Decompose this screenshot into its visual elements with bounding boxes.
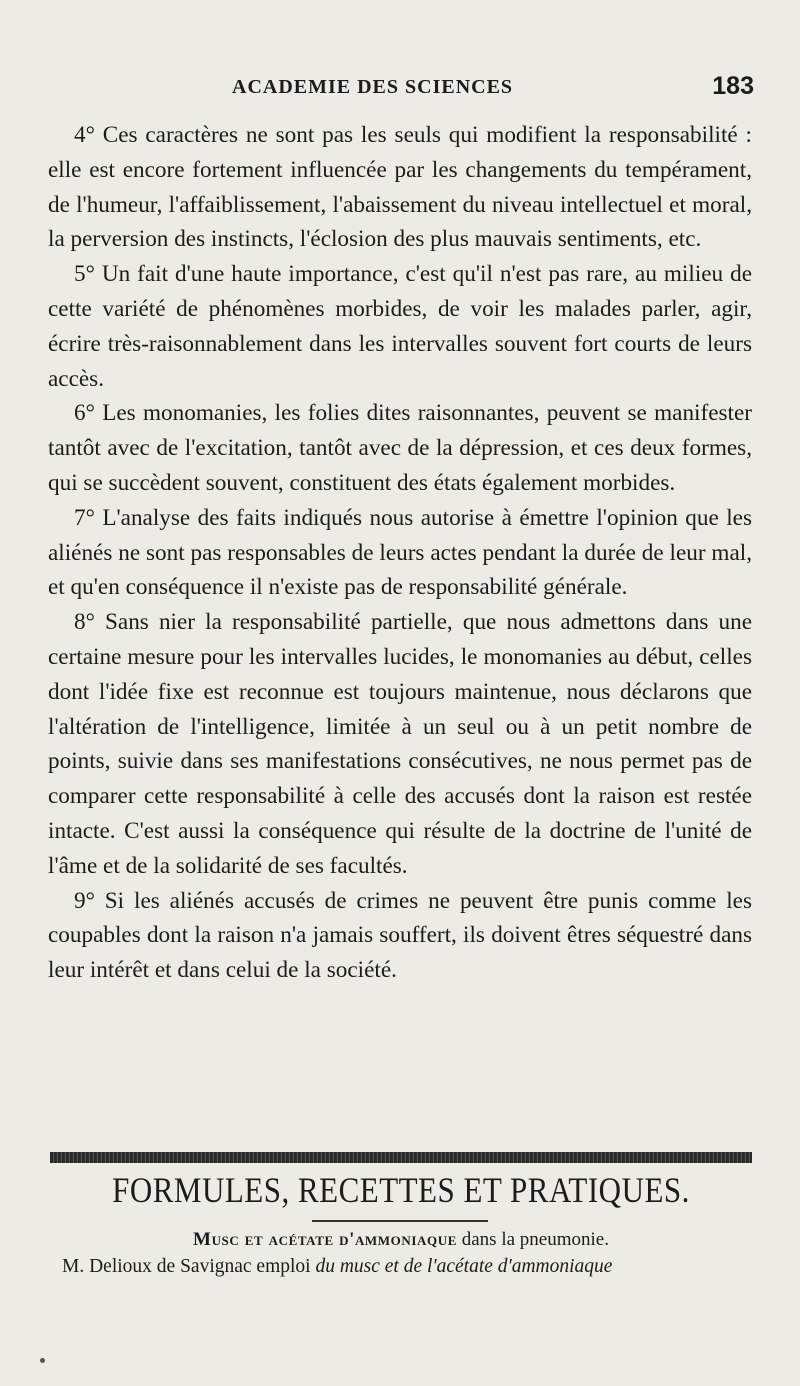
subhead-rest: dans la pneumonie.	[457, 1229, 609, 1250]
section-title: FORMULES, RECETTES ET PRATIQUES.	[112, 1170, 690, 1211]
paragraph-7: 7° L'analyse des faits indiqués nous autorise à émettre l'opinion que les aliénés ne sont pas responsables de leurs actes pendant la durée de leur mal, et qu'en conséquence il n'existe pas de responsabilité générale.	[48, 504, 752, 601]
paragraph-6: 6° Les monomanies, les folies dites raisonnantes, peuvent se manifester tantôt avec de l'excitation, tantôt avec de la dépression, et ces deux formes, qui se succèdent souvent, constituent des états également morbides.	[48, 400, 752, 496]
paragraph-9: 9° Si les aliénés accusés de crimes ne peuvent être punis comme les coupables dont la raison n'a jamais souffert, ils doivent êtres séquestré dans leur intérêt et dans celui de la société.	[48, 887, 752, 984]
page-header	[44, 72, 760, 106]
article-first-line	[62, 1253, 752, 1281]
running-title: ACADEMIE DES SCIENCES	[232, 76, 514, 98]
subhead-caps: Musc et acétate d'ammoniaque	[193, 1229, 457, 1250]
article-line-italic: du musc et de l'acétate d'ammoniaque	[315, 1256, 613, 1277]
paper-speck	[40, 1358, 45, 1363]
article-line-start: M. Delioux de Savignac emploi	[62, 1256, 316, 1277]
article-subhead	[50, 1226, 752, 1254]
body-text	[48, 118, 752, 988]
section-divider-rule	[50, 1152, 752, 1163]
paragraph-4: 4° Ces caractères ne sont pas les seuls qui modifient la responsabilité : elle est encore fortement influencée par les changements du tempérament, de l'humeur, l'affaiblissement, l'abaissement du niveau intellectuel et moral, la perversion des instincts, l'éclosion des plus mauvais sentiments, etc.	[48, 122, 752, 253]
section-title-underline	[312, 1220, 488, 1222]
paragraph-8: 8° Sans nier la responsabilité partielle, que nous admettons dans une certaine mesure pour les intervalles lucides, le monomanies au début, celles dont l'idée fixe est reconnue est toujours maintenue, nous déclarons que l'altération de l'intelligence, limitée à un seul ou à un petit nombre de points, suivie dans ses manifestations consécutives, ne nous permet pas de comparer cette responsabilité à celle des accusés dont la raison est restée intacte. C'est aussi la conséquence qui résulte de la doctrine de l'unité de l'âme et de la solidarité de ses facultés.	[48, 609, 752, 879]
paragraph-5: 5° Un fait d'une haute importance, c'est qu'il n'est pas rare, au milieu de cette variété de phénomènes morbides, de voir les malades parler, agir, écrire très-raisonnablement dans les intervalles souvent fort courts de leurs accès.	[48, 261, 752, 392]
page-number: 183	[712, 72, 754, 100]
